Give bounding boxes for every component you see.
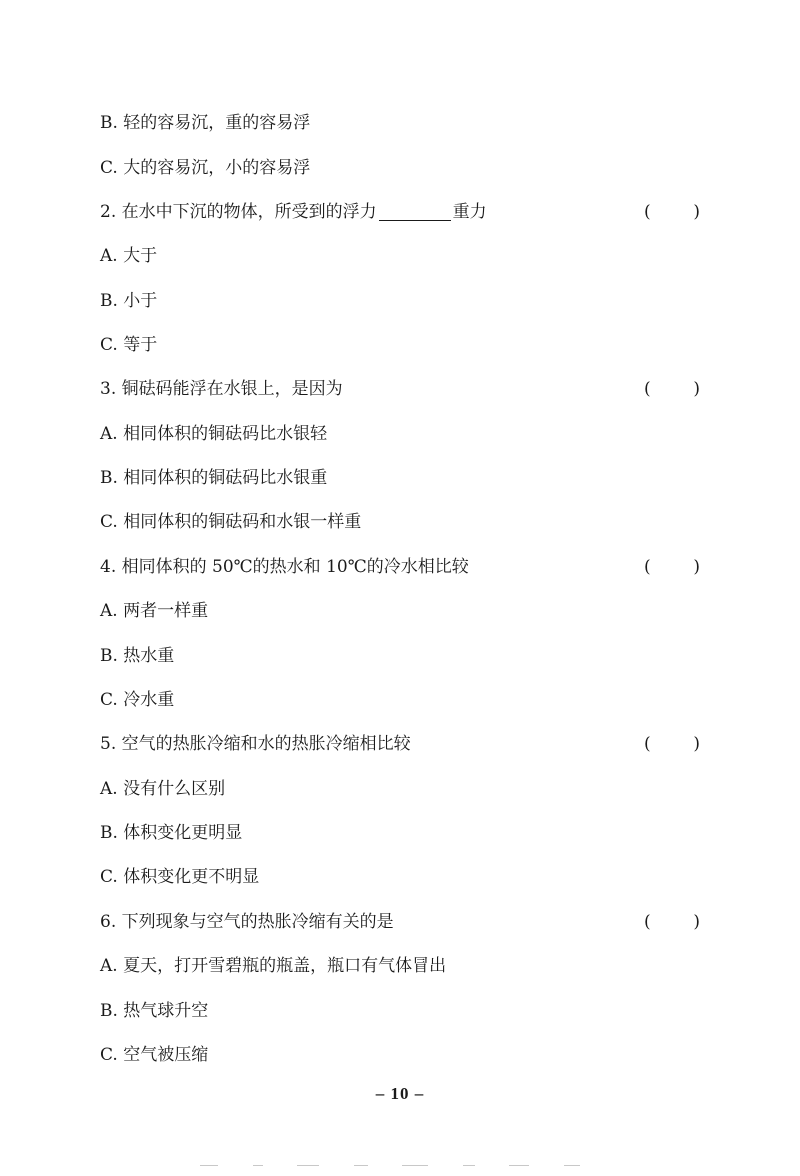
fill-in-blank <box>379 204 451 221</box>
option-text: C. 等于 <box>100 335 158 355</box>
option-text: C. 冷水重 <box>100 690 175 710</box>
paren-close: ) <box>693 734 700 754</box>
option-q4-a <box>100 600 700 622</box>
answer-parentheses <box>644 201 700 223</box>
answer-parentheses <box>644 556 700 578</box>
paren-open: ( <box>644 557 651 577</box>
option-q5-b <box>100 822 700 844</box>
option-q3-b <box>100 467 700 489</box>
option-q1-b <box>100 112 700 134</box>
option-text: C. 大的容易沉，小的容易浮 <box>100 158 311 178</box>
option-text: B. 热水重 <box>100 646 175 666</box>
option-q1-c <box>100 157 700 179</box>
option-q5-c <box>100 866 700 888</box>
question-stem: 4. 相同体积的 50℃的热水和 10℃的冷水相比较 <box>100 557 469 577</box>
option-q3-c <box>100 511 700 533</box>
option-text: A. 没有什么区别 <box>100 779 226 799</box>
scan-bleed-through <box>200 1162 580 1168</box>
option-q4-c <box>100 689 700 711</box>
question-3-stem <box>100 378 700 400</box>
paren-open: ( <box>644 734 651 754</box>
option-q5-a <box>100 778 700 800</box>
option-q2-a <box>100 245 700 267</box>
question-4-stem <box>100 556 700 578</box>
question-2-stem <box>100 201 700 223</box>
question-stem: 6. 下列现象与空气的热胀冷缩有关的是 <box>100 912 394 932</box>
option-text: C. 空气被压缩 <box>100 1045 209 1065</box>
option-q2-b <box>100 290 700 312</box>
question-stem-after: 重力 <box>452 202 487 222</box>
paren-close: ) <box>693 202 700 222</box>
option-text: B. 相同体积的铜砝码比水银重 <box>100 468 328 488</box>
paren-close: ) <box>693 557 700 577</box>
option-q6-a <box>100 955 700 977</box>
question-5-stem <box>100 733 700 755</box>
option-text: A. 夏天，打开雪碧瓶的瓶盖，瓶口有气体冒出 <box>100 956 447 976</box>
option-text: C. 相同体积的铜砝码和水银一样重 <box>100 512 362 532</box>
option-q2-c <box>100 334 700 356</box>
question-6-stem <box>100 911 700 933</box>
option-text: A. 大于 <box>100 246 158 266</box>
answer-parentheses <box>644 733 700 755</box>
answer-parentheses <box>644 378 700 400</box>
paren-open: ( <box>644 912 651 932</box>
question-stem-before: 2. 在水中下沉的物体，所受到的浮力 <box>100 202 377 222</box>
option-text: B. 小于 <box>100 291 158 311</box>
option-q6-b <box>100 1000 700 1022</box>
option-text: C. 体积变化更不明显 <box>100 867 260 887</box>
option-text: A. 两者一样重 <box>100 601 209 621</box>
paren-close: ) <box>693 912 700 932</box>
option-text: A. 相同体积的铜砝码比水银轻 <box>100 424 328 444</box>
page-number: – 10 – <box>375 1084 425 1103</box>
question-stem: 3. 铜砝码能浮在水银上，是因为 <box>100 379 343 399</box>
paren-open: ( <box>644 202 651 222</box>
option-text: B. 热气球升空 <box>100 1001 209 1021</box>
answer-parentheses <box>644 911 700 933</box>
paren-close: ) <box>693 379 700 399</box>
option-text: B. 轻的容易沉，重的容易浮 <box>100 113 311 133</box>
question-stem: 5. 空气的热胀冷缩和水的热胀冷缩相比较 <box>100 734 411 754</box>
option-text: B. 体积变化更明显 <box>100 823 243 843</box>
option-q4-b <box>100 645 700 667</box>
paren-open: ( <box>644 379 651 399</box>
option-q6-c <box>100 1044 700 1066</box>
option-q3-a <box>100 423 700 445</box>
